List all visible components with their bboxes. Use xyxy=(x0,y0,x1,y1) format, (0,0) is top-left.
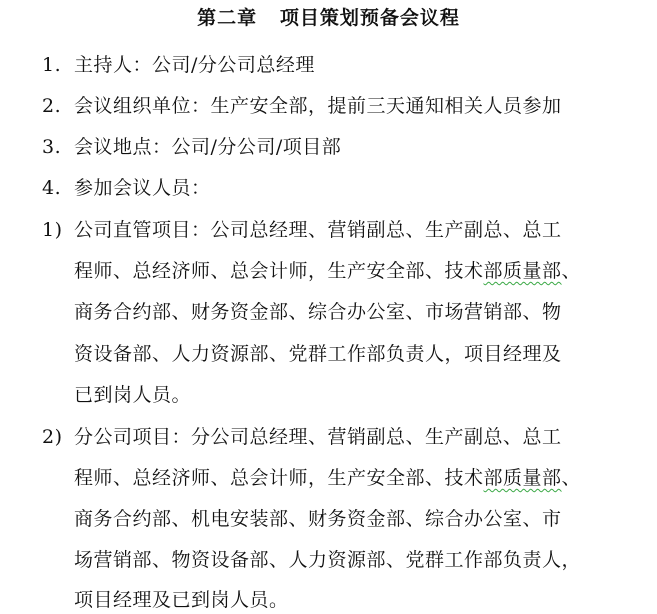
sub-item-2-line-4: 场营销部、物资设备部、人力资源部、党群工作部负责人， xyxy=(74,549,582,571)
sub-item-text: 公司直管项目：公司总经理、营销副总、生产副总、总工 xyxy=(74,219,562,241)
sub-item-1-line-3: 商务合约部、财务资金部、综合办公室、市场营销部、物 xyxy=(74,301,562,323)
list-item-2 xyxy=(42,94,562,118)
sub-item-1-line-1 xyxy=(42,218,562,242)
list-item-text: 会议地点：公司/分公司/项目部 xyxy=(74,136,342,158)
list-item-4 xyxy=(42,176,211,200)
list-item-number: 4. xyxy=(42,177,62,199)
sub-item-2-line-2 xyxy=(74,466,581,490)
sub-item-text: 程师、总经济师、总会计师，生产安全部、技术 xyxy=(74,467,484,489)
sub-item-1-line-2 xyxy=(74,259,581,283)
sub-item-2-line-1 xyxy=(42,425,562,449)
sub-item-1-line-5: 已到岗人员。 xyxy=(74,384,192,406)
list-item-number: 2. xyxy=(42,95,62,117)
list-item-text: 主持人：公司/分公司总经理 xyxy=(74,54,315,76)
list-item-text: 会议组织单位：生产安全部，提前三天通知相关人员参加 xyxy=(74,95,562,117)
sub-item-text: 分公司项目：分公司总经理、营销副总、生产副总、总工 xyxy=(74,426,562,448)
list-item-1 xyxy=(42,53,315,77)
sub-item-2-line-5: 项目经理及已到岗人员。 xyxy=(74,589,289,611)
sub-item-text: 程师、总经济师、总会计师，生产安全部、技术 xyxy=(74,260,484,282)
list-item-number: 3. xyxy=(42,136,62,158)
list-item-3 xyxy=(42,135,341,159)
sub-item-text: 、 xyxy=(561,467,582,489)
sub-item-2-line-3: 商务合约部、机电安装部、财务资金部、综合办公室、市 xyxy=(74,508,562,530)
sub-item-number: 2) xyxy=(42,426,63,448)
spellcheck-underlined-text: 部质量部 xyxy=(483,467,562,489)
sub-item-1-line-4: 资设备部、人力资源部、党群工作部负责人，项目经理及 xyxy=(74,343,562,365)
sub-item-text: 、 xyxy=(561,260,582,282)
spellcheck-underlined-text: 部质量部 xyxy=(483,260,562,282)
sub-item-number: 1) xyxy=(42,219,63,241)
chapter-title: 第二章 项目策划预备会议程 xyxy=(197,7,460,29)
list-item-number: 1. xyxy=(42,54,62,76)
list-item-text: 参加会议人员： xyxy=(74,177,211,199)
